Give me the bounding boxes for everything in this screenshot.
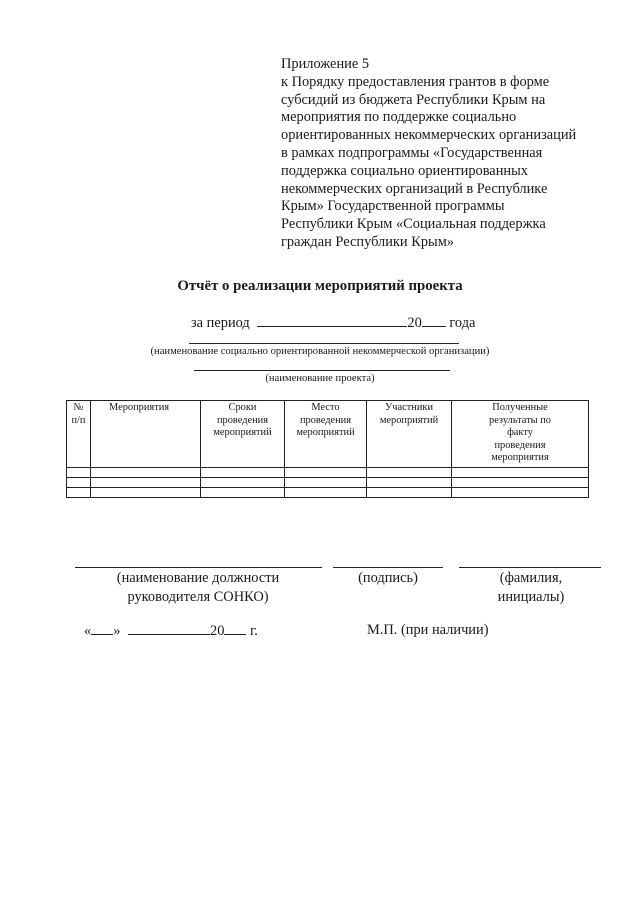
period-year-suffix: года xyxy=(449,315,476,331)
position-signature-line[interactable] xyxy=(75,567,322,568)
header-cell-participants: Участники мероприятий xyxy=(367,401,452,468)
appendix-block xyxy=(281,56,611,252)
table-cell[interactable] xyxy=(452,488,589,498)
appendix-line: субсидий из бюджета Республики Крым на xyxy=(281,91,546,108)
position-caption-line-1: (наименование должности xyxy=(116,570,280,586)
table-cell[interactable] xyxy=(285,478,367,488)
table-row xyxy=(67,478,589,488)
appendix-line: некоммерческих организаций в Республике xyxy=(281,180,548,197)
year-blank[interactable] xyxy=(422,314,446,327)
period-year-prefix: 20 xyxy=(407,315,422,331)
name-signature-line[interactable] xyxy=(459,567,601,568)
appendix-line: мероприятия по поддержке социально xyxy=(281,109,517,126)
table-row xyxy=(67,488,589,498)
header-cell-place: Место проведения мероприятий xyxy=(285,401,367,468)
table-header-row xyxy=(67,401,589,468)
table-cell[interactable] xyxy=(285,468,367,478)
sign-caption xyxy=(340,569,436,588)
stamp-label: М.П. (при наличии) xyxy=(367,622,489,638)
table-cell[interactable] xyxy=(367,488,452,498)
appendix-line: в рамках подпрограммы «Государственная xyxy=(281,144,543,161)
appendix-line: Приложение 5 xyxy=(281,56,370,72)
header-cell-dates: Сроки проведения мероприятий xyxy=(201,401,285,468)
table-cell[interactable] xyxy=(67,488,91,498)
table-cell[interactable] xyxy=(91,468,201,478)
project-name-line[interactable] xyxy=(194,370,450,371)
table-row xyxy=(67,468,589,478)
month-blank[interactable] xyxy=(128,622,210,635)
appendix-line: граждан Республики Крым» xyxy=(281,233,454,250)
signature-line[interactable] xyxy=(333,567,443,568)
day-blank[interactable] xyxy=(91,622,113,635)
name-caption-line-1: (фамилия, xyxy=(499,570,563,586)
project-name-caption: (наименование проекта) xyxy=(265,373,375,384)
header-cell-events: Мероприятия xyxy=(91,401,201,468)
table-cell[interactable] xyxy=(67,478,91,488)
date-close-quote: » xyxy=(113,623,121,639)
report-table xyxy=(66,400,589,498)
table-cell[interactable] xyxy=(91,488,201,498)
position-caption xyxy=(100,569,296,607)
report-title: Отчёт о реализации мероприятий проекта xyxy=(177,278,463,294)
name-caption-line-2: инициалы) xyxy=(497,589,565,605)
date-line xyxy=(84,622,258,640)
period-prefix: за период xyxy=(191,315,250,331)
table-cell[interactable] xyxy=(201,478,285,488)
org-name-caption: (наименование социально ориентированной некоммерческой организации) xyxy=(150,346,490,357)
header-cell-number: № п/п xyxy=(67,401,91,468)
header-cell-results: Полученные результаты по факту проведения мероприятия xyxy=(452,401,589,468)
table-cell[interactable] xyxy=(367,478,452,488)
appendix-line: поддержка социально ориентированных xyxy=(281,162,528,179)
period-line xyxy=(191,314,475,332)
date-open-quote: « xyxy=(84,623,92,639)
org-name-line[interactable] xyxy=(189,343,459,344)
table-cell[interactable] xyxy=(91,478,201,488)
appendix-line: к Порядку предоставления грантов в форме xyxy=(281,73,550,90)
table-cell[interactable] xyxy=(201,488,285,498)
appendix-line: Крым» Государственной программы xyxy=(281,198,505,215)
table-cell[interactable] xyxy=(452,478,589,488)
name-caption xyxy=(476,569,586,607)
table-cell[interactable] xyxy=(201,468,285,478)
date-year-prefix: 20 xyxy=(210,623,225,639)
date-year-blank[interactable] xyxy=(224,622,246,635)
table-cell[interactable] xyxy=(285,488,367,498)
position-caption-line-2: руководителя СОНКО) xyxy=(127,589,269,605)
appendix-line: Республики Крым «Социальная поддержка xyxy=(281,216,546,233)
date-year-suffix: г. xyxy=(250,623,258,639)
table-cell[interactable] xyxy=(67,468,91,478)
table-cell[interactable] xyxy=(367,468,452,478)
sign-caption-line: (подпись) xyxy=(358,570,418,586)
table-cell[interactable] xyxy=(452,468,589,478)
appendix-line: ориентированных некоммерческих организаций xyxy=(281,127,577,144)
period-blank[interactable] xyxy=(257,314,407,327)
